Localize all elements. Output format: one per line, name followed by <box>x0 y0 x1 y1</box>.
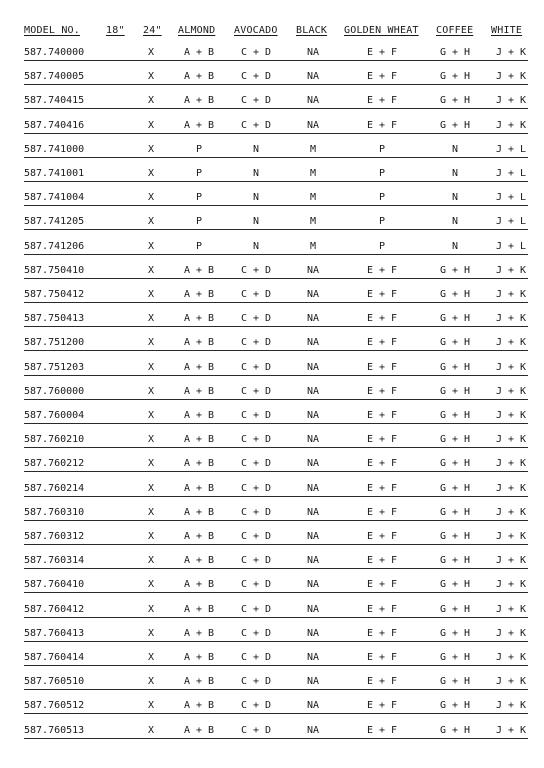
almond-cell: A + B <box>183 627 215 639</box>
white-cell: J + K <box>495 555 527 567</box>
almond-cell: A + B <box>183 71 215 83</box>
header-black: BLACK <box>296 25 328 36</box>
coffee-cell: N <box>451 192 459 204</box>
black-cell: NA <box>306 700 320 712</box>
row-rule <box>24 713 528 714</box>
table-row <box>0 91 544 109</box>
golden-wheat-cell: E + F <box>366 652 398 663</box>
header-almond: ALMOND <box>178 25 216 36</box>
golden-wheat-cell: E + F <box>366 119 398 131</box>
size-24-cell: X <box>147 361 155 373</box>
white-cell: J + K <box>495 313 527 325</box>
size-24-cell: X <box>147 627 155 639</box>
size-24-cell: X <box>147 724 155 736</box>
table-row <box>0 503 544 521</box>
almond-cell: P <box>195 192 203 204</box>
model-number-cell: 587.740005 <box>24 71 85 83</box>
golden-wheat-cell: E + F <box>366 627 398 639</box>
white-cell: J + K <box>495 47 527 58</box>
almond-cell: A + B <box>183 676 215 688</box>
almond-cell: A + B <box>183 337 215 349</box>
model-number-cell: 587.760312 <box>24 531 85 542</box>
model-number-cell: 587.740416 <box>24 119 85 131</box>
white-cell: J + K <box>495 289 527 300</box>
white-cell: J + L <box>495 240 527 252</box>
size-24-cell: X <box>147 95 155 107</box>
row-rule <box>24 617 528 618</box>
size-24-cell: X <box>147 264 155 276</box>
coffee-cell: N <box>451 143 459 155</box>
row-rule <box>24 544 528 545</box>
white-cell: J + K <box>495 264 527 276</box>
golden-wheat-cell: E + F <box>366 47 398 58</box>
table-row <box>0 648 544 666</box>
table-row <box>0 624 544 642</box>
row-rule <box>24 60 528 61</box>
model-number-cell: 587.741001 <box>24 168 85 179</box>
model-number-cell: 587.760510 <box>24 676 85 688</box>
black-cell: NA <box>306 506 320 518</box>
table-row <box>0 382 544 400</box>
avocado-cell: C + D <box>240 458 272 470</box>
model-number-cell: 587.760512 <box>24 700 85 712</box>
golden-wheat-cell: E + F <box>366 337 398 349</box>
black-cell: M <box>309 192 317 204</box>
model-number-cell: 587.741205 <box>24 216 85 228</box>
model-number-cell: 587.751200 <box>24 337 85 349</box>
golden-wheat-cell: P <box>378 192 386 204</box>
golden-wheat-cell: P <box>378 143 386 155</box>
golden-wheat-cell: E + F <box>366 95 398 107</box>
model-number-cell: 587.740415 <box>24 95 85 107</box>
row-rule <box>24 496 528 497</box>
black-cell: NA <box>306 579 320 591</box>
almond-cell: P <box>195 216 203 228</box>
black-cell: NA <box>306 361 320 373</box>
avocado-cell: C + D <box>240 724 272 736</box>
coffee-cell: G + H <box>439 434 471 446</box>
black-cell: NA <box>306 724 320 736</box>
model-number-cell: 587.741000 <box>24 143 85 155</box>
avocado-cell: C + D <box>240 482 272 494</box>
black-cell: NA <box>306 264 320 276</box>
size-24-cell: X <box>147 143 155 155</box>
row-rule <box>24 229 528 230</box>
white-cell: J + K <box>495 700 527 712</box>
coffee-cell: G + H <box>439 313 471 325</box>
avocado-cell: C + D <box>240 652 272 663</box>
model-number-cell: 587.760412 <box>24 603 85 615</box>
row-rule <box>24 133 528 134</box>
white-cell: J + L <box>495 216 527 228</box>
black-cell: M <box>309 168 317 179</box>
coffee-cell: G + H <box>439 337 471 349</box>
coffee-cell: G + H <box>439 95 471 107</box>
golden-wheat-cell: E + F <box>366 313 398 325</box>
model-number-cell: 587.751203 <box>24 361 85 373</box>
size-24-cell: X <box>147 337 155 349</box>
header-24-inch: 24" <box>143 25 162 36</box>
avocado-cell: C + D <box>240 700 272 712</box>
row-rule <box>24 689 528 690</box>
white-cell: J + K <box>495 506 527 518</box>
size-24-cell: X <box>147 482 155 494</box>
model-number-cell: 587.760410 <box>24 579 85 591</box>
almond-cell: A + B <box>183 264 215 276</box>
table-row <box>0 333 544 351</box>
white-cell: J + K <box>495 119 527 131</box>
white-cell: J + K <box>495 676 527 688</box>
size-24-cell: X <box>147 458 155 470</box>
almond-cell: A + B <box>183 603 215 615</box>
almond-cell: A + B <box>183 119 215 131</box>
header-white: WHITE <box>491 25 523 36</box>
size-24-cell: X <box>147 531 155 542</box>
white-cell: J + K <box>495 482 527 494</box>
table-row <box>0 430 544 448</box>
avocado-cell: C + D <box>240 337 272 349</box>
size-24-cell: X <box>147 168 155 179</box>
golden-wheat-cell: P <box>378 216 386 228</box>
table-row <box>0 43 544 61</box>
avocado-cell: C + D <box>240 555 272 567</box>
coffee-cell: G + H <box>439 289 471 300</box>
size-24-cell: X <box>147 579 155 591</box>
golden-wheat-cell: E + F <box>366 506 398 518</box>
golden-wheat-cell: E + F <box>366 531 398 542</box>
model-number-cell: 587.741004 <box>24 192 85 204</box>
table-row <box>0 164 544 182</box>
white-cell: J + K <box>495 361 527 373</box>
avocado-cell: C + D <box>240 47 272 58</box>
black-cell: NA <box>306 95 320 107</box>
header-coffee: COFFEE <box>436 25 474 36</box>
coffee-cell: G + H <box>439 652 471 663</box>
row-rule <box>24 399 528 400</box>
size-24-cell: X <box>147 385 155 397</box>
avocado-cell: C + D <box>240 627 272 639</box>
black-cell: NA <box>306 71 320 83</box>
avocado-cell: C + D <box>240 531 272 542</box>
table-row <box>0 454 544 472</box>
size-24-cell: X <box>147 700 155 712</box>
header-18-inch: 18" <box>106 25 125 36</box>
almond-cell: A + B <box>183 458 215 470</box>
row-rule <box>24 181 528 182</box>
coffee-cell: G + H <box>439 531 471 542</box>
model-number-cell: 587.760210 <box>24 434 85 446</box>
table-row <box>0 237 544 255</box>
avocado-cell: C + D <box>240 289 272 300</box>
white-cell: J + L <box>495 143 527 155</box>
golden-wheat-cell: E + F <box>366 289 398 300</box>
table-row <box>0 116 544 134</box>
size-24-cell: X <box>147 603 155 615</box>
golden-wheat-cell: E + F <box>366 579 398 591</box>
model-number-cell: 587.750412 <box>24 289 85 300</box>
golden-wheat-cell: E + F <box>366 700 398 712</box>
row-rule <box>24 665 528 666</box>
avocado-cell: N <box>252 216 260 228</box>
size-24-cell: X <box>147 506 155 518</box>
black-cell: NA <box>306 434 320 446</box>
model-number-cell: 587.760000 <box>24 385 85 397</box>
row-rule <box>24 302 528 303</box>
almond-cell: A + B <box>183 95 215 107</box>
header-avocado: AVOCADO <box>234 25 278 36</box>
avocado-cell: C + D <box>240 313 272 325</box>
coffee-cell: G + H <box>439 506 471 518</box>
golden-wheat-cell: E + F <box>366 676 398 688</box>
white-cell: J + K <box>495 71 527 83</box>
table-row <box>0 575 544 593</box>
golden-wheat-cell: E + F <box>366 434 398 446</box>
almond-cell: A + B <box>183 361 215 373</box>
table-row <box>0 309 544 327</box>
size-24-cell: X <box>147 216 155 228</box>
coffee-cell: G + H <box>439 119 471 131</box>
avocado-cell: C + D <box>240 579 272 591</box>
avocado-cell: C + D <box>240 385 272 397</box>
table-row <box>0 212 544 230</box>
row-rule <box>24 157 528 158</box>
coffee-cell: G + H <box>439 47 471 58</box>
coffee-cell: N <box>451 168 459 179</box>
table-row <box>0 551 544 569</box>
golden-wheat-cell: E + F <box>366 482 398 494</box>
golden-wheat-cell: E + F <box>366 555 398 567</box>
model-number-cell: 587.760214 <box>24 482 85 494</box>
golden-wheat-cell: E + F <box>366 264 398 276</box>
model-number-cell: 587.760212 <box>24 458 85 470</box>
almond-cell: A + B <box>183 385 215 397</box>
avocado-cell: N <box>252 168 260 179</box>
avocado-cell: C + D <box>240 361 272 373</box>
white-cell: J + K <box>495 434 527 446</box>
size-24-cell: X <box>147 434 155 446</box>
row-rule <box>24 375 528 376</box>
white-cell: J + K <box>495 579 527 591</box>
white-cell: J + K <box>495 724 527 736</box>
row-rule <box>24 205 528 206</box>
almond-cell: A + B <box>183 434 215 446</box>
coffee-cell: G + H <box>439 361 471 373</box>
black-cell: NA <box>306 603 320 615</box>
size-24-cell: X <box>147 555 155 567</box>
avocado-cell: N <box>252 192 260 204</box>
model-number-cell: 587.741206 <box>24 240 85 252</box>
black-cell: NA <box>306 627 320 639</box>
size-24-cell: X <box>147 192 155 204</box>
golden-wheat-cell: E + F <box>366 458 398 470</box>
size-24-cell: X <box>147 676 155 688</box>
golden-wheat-cell: E + F <box>366 361 398 373</box>
table-row <box>0 261 544 279</box>
row-rule <box>24 568 528 569</box>
avocado-cell: C + D <box>240 119 272 131</box>
coffee-cell: G + H <box>439 724 471 736</box>
white-cell: J + K <box>495 95 527 107</box>
almond-cell: A + B <box>183 700 215 712</box>
size-24-cell: X <box>147 289 155 300</box>
table-row <box>0 672 544 690</box>
row-rule <box>24 447 528 448</box>
table-row <box>0 358 544 376</box>
black-cell: NA <box>306 482 320 494</box>
black-cell: M <box>309 240 317 252</box>
model-number-cell: 587.750410 <box>24 264 85 276</box>
table-row <box>0 479 544 497</box>
size-24-cell: X <box>147 240 155 252</box>
almond-cell: A + B <box>183 652 215 663</box>
model-number-cell: 587.760413 <box>24 627 85 639</box>
black-cell: M <box>309 143 317 155</box>
coffee-cell: G + H <box>439 676 471 688</box>
black-cell: NA <box>306 410 320 421</box>
row-rule <box>24 592 528 593</box>
avocado-cell: N <box>252 143 260 155</box>
row-rule <box>24 108 528 109</box>
golden-wheat-cell: E + F <box>366 71 398 83</box>
black-cell: M <box>309 216 317 228</box>
avocado-cell: C + D <box>240 264 272 276</box>
almond-cell: A + B <box>183 724 215 736</box>
almond-cell: A + B <box>183 482 215 494</box>
model-number-cell: 587.760314 <box>24 555 85 567</box>
row-rule <box>24 254 528 255</box>
coffee-cell: G + H <box>439 579 471 591</box>
table-row <box>0 285 544 303</box>
black-cell: NA <box>306 289 320 300</box>
almond-cell: A + B <box>183 531 215 542</box>
table-row <box>0 527 544 545</box>
avocado-cell: C + D <box>240 95 272 107</box>
black-cell: NA <box>306 385 320 397</box>
black-cell: NA <box>306 652 320 663</box>
avocado-cell: C + D <box>240 71 272 83</box>
avocado-cell: C + D <box>240 410 272 421</box>
row-rule <box>24 350 528 351</box>
model-number-cell: 587.760004 <box>24 410 85 421</box>
golden-wheat-cell: P <box>378 240 386 252</box>
size-24-cell: X <box>147 652 155 663</box>
coffee-cell: G + H <box>439 555 471 567</box>
white-cell: J + K <box>495 385 527 397</box>
model-number-cell: 587.740000 <box>24 47 85 58</box>
black-cell: NA <box>306 119 320 131</box>
avocado-cell: C + D <box>240 603 272 615</box>
white-cell: J + L <box>495 192 527 204</box>
table-row <box>0 140 544 158</box>
coffee-cell: G + H <box>439 385 471 397</box>
model-number-cell: 587.750413 <box>24 313 85 325</box>
coffee-cell: G + H <box>439 482 471 494</box>
coffee-cell: G + H <box>439 71 471 83</box>
table-row <box>0 696 544 714</box>
almond-cell: A + B <box>183 313 215 325</box>
almond-cell: P <box>195 240 203 252</box>
row-rule <box>24 471 528 472</box>
white-cell: J + K <box>495 627 527 639</box>
size-24-cell: X <box>147 313 155 325</box>
black-cell: NA <box>306 313 320 325</box>
almond-cell: A + B <box>183 289 215 300</box>
golden-wheat-cell: E + F <box>366 410 398 421</box>
white-cell: J + K <box>495 652 527 663</box>
white-cell: J + K <box>495 603 527 615</box>
avocado-cell: C + D <box>240 676 272 688</box>
golden-wheat-cell: E + F <box>366 385 398 397</box>
black-cell: NA <box>306 555 320 567</box>
row-rule <box>24 423 528 424</box>
row-rule <box>24 641 528 642</box>
coffee-cell: G + H <box>439 264 471 276</box>
table-row <box>0 188 544 206</box>
white-cell: J + K <box>495 337 527 349</box>
almond-cell: A + B <box>183 555 215 567</box>
row-rule <box>24 84 528 85</box>
white-cell: J + K <box>495 410 527 421</box>
black-cell: NA <box>306 676 320 688</box>
avocado-cell: N <box>252 240 260 252</box>
almond-cell: A + B <box>183 47 215 58</box>
black-cell: NA <box>306 337 320 349</box>
black-cell: NA <box>306 531 320 542</box>
coffee-cell: G + H <box>439 627 471 639</box>
black-cell: NA <box>306 458 320 470</box>
size-24-cell: X <box>147 119 155 131</box>
coffee-cell: G + H <box>439 410 471 421</box>
coffee-cell: G + H <box>439 603 471 615</box>
row-rule <box>24 520 528 521</box>
size-24-cell: X <box>147 47 155 58</box>
almond-cell: A + B <box>183 579 215 591</box>
table-row <box>0 600 544 618</box>
almond-cell: A + B <box>183 506 215 518</box>
header-golden-wheat: GOLDEN WHEAT <box>344 25 419 36</box>
white-cell: J + K <box>495 458 527 470</box>
size-24-cell: X <box>147 410 155 421</box>
almond-cell: P <box>195 143 203 155</box>
row-rule <box>24 738 528 739</box>
coffee-cell: G + H <box>439 700 471 712</box>
avocado-cell: C + D <box>240 506 272 518</box>
black-cell: NA <box>306 47 320 58</box>
row-rule <box>24 278 528 279</box>
coffee-cell: N <box>451 240 459 252</box>
golden-wheat-cell: E + F <box>366 724 398 736</box>
almond-cell: P <box>195 168 203 179</box>
header-model-no: MODEL NO. <box>24 25 80 36</box>
coffee-cell: G + H <box>439 458 471 470</box>
model-number-cell: 587.760414 <box>24 652 85 663</box>
size-24-cell: X <box>147 71 155 83</box>
table-row <box>0 406 544 424</box>
golden-wheat-cell: P <box>378 168 386 179</box>
table-row <box>0 721 544 739</box>
model-number-cell: 587.760310 <box>24 506 85 518</box>
golden-wheat-cell: E + F <box>366 603 398 615</box>
coffee-cell: N <box>451 216 459 228</box>
almond-cell: A + B <box>183 410 215 421</box>
white-cell: J + L <box>495 168 527 179</box>
model-number-cell: 587.760513 <box>24 724 85 736</box>
row-rule <box>24 326 528 327</box>
avocado-cell: C + D <box>240 434 272 446</box>
white-cell: J + K <box>495 531 527 542</box>
table-row <box>0 67 544 85</box>
